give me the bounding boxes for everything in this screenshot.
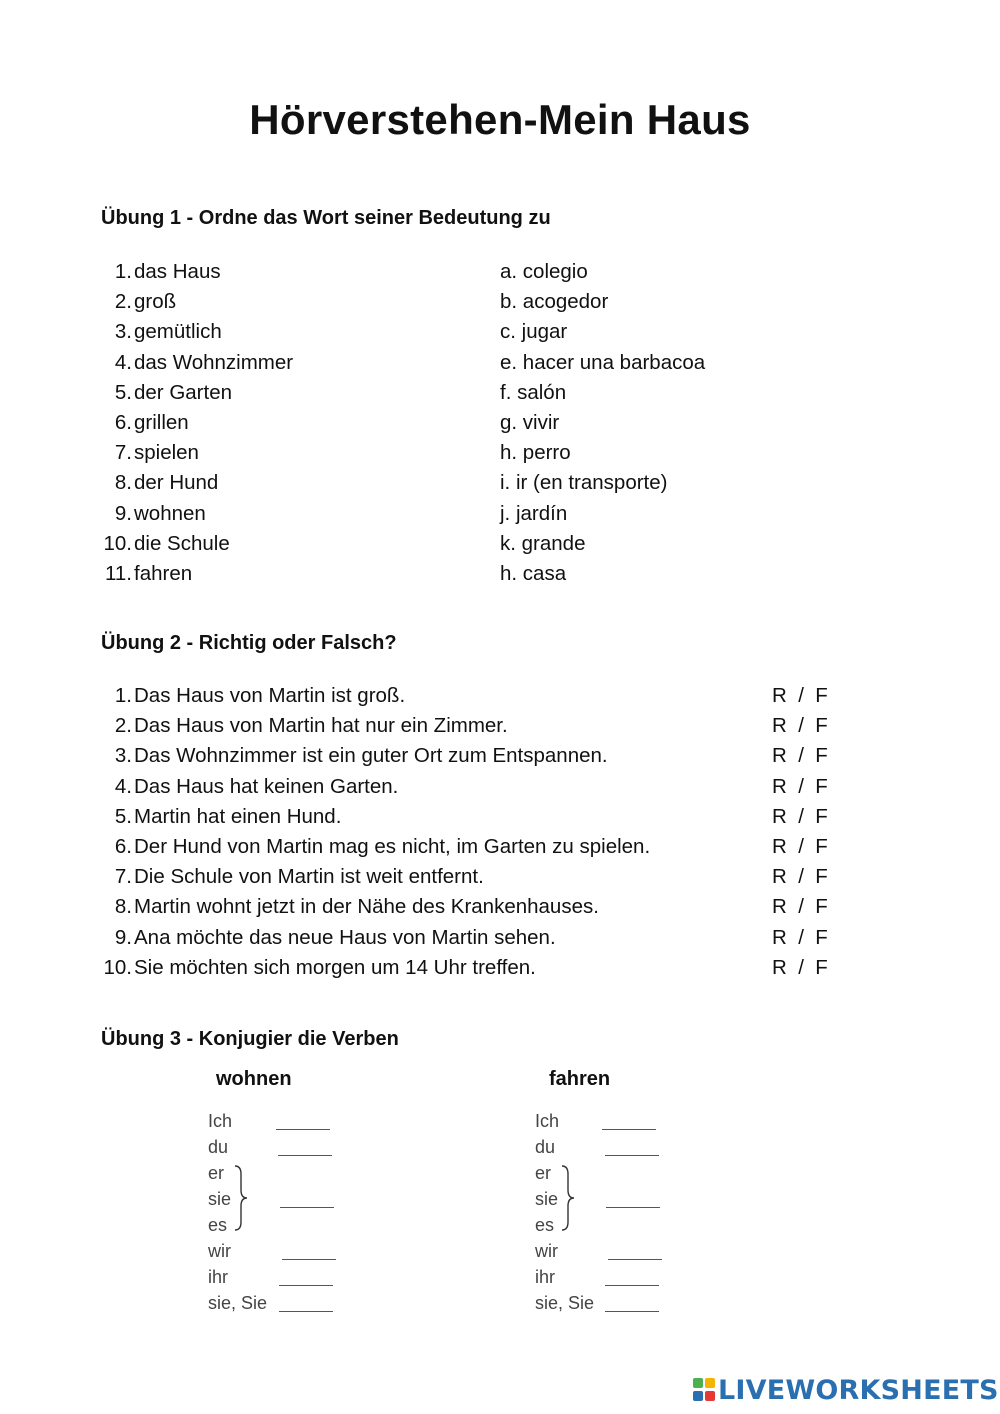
spanish-meaning: e. hacer una barbacoa (500, 350, 706, 374)
spanish-meaning: f. salón (500, 380, 567, 404)
answer-blank[interactable] (608, 1259, 662, 1260)
true-false-choice[interactable]: R / F (772, 895, 828, 919)
german-word: grillen (134, 411, 189, 434)
statement-text: Sie möchten sich morgen um 14 Uhr treffen. (134, 955, 536, 979)
pronoun-label: er (535, 1163, 552, 1183)
matching-row (100, 317, 900, 347)
true-false-row (100, 862, 860, 892)
german-word: der Garten (134, 380, 232, 404)
matching-row (100, 559, 900, 589)
pronoun-label: du (208, 1137, 229, 1157)
true-false-row (100, 802, 860, 832)
spanish-meaning: a. colegio (500, 260, 588, 283)
pronoun-label: es (208, 1215, 228, 1235)
true-false-row (100, 772, 860, 802)
matching-row (100, 348, 900, 378)
matching-row (100, 378, 900, 408)
liveworksheets-logo-icon (693, 1378, 715, 1402)
item-number: 11. (105, 562, 132, 585)
answer-blank[interactable] (282, 1259, 336, 1260)
item-number: 5. (114, 380, 132, 404)
true-false-choice[interactable]: R / F (772, 744, 828, 768)
pronoun-label: sie, Sie (208, 1293, 268, 1313)
statement-text: Martin wohnt jetzt in der Nähe des Krankenhauses. (134, 895, 599, 919)
true-false-row (100, 681, 860, 711)
german-word: die Schule (134, 531, 230, 555)
true-false-choice[interactable]: R / F (772, 714, 828, 738)
statement-text: Die Schule von Martin ist weit entfernt. (134, 865, 484, 889)
grouping-brace (233, 1164, 249, 1232)
statement-text: Das Wohnzimmer ist ein guter Ort zum Entspannen. (134, 744, 608, 768)
item-number: 6. (114, 411, 132, 434)
pronoun-label: sie (535, 1189, 559, 1209)
item-number: 8. (114, 471, 132, 495)
item-number: 7. (114, 865, 132, 889)
pronoun-label: es (535, 1215, 555, 1235)
pronoun-label: Ich (208, 1111, 233, 1131)
item-number: 10. (103, 531, 132, 555)
exercise-3-heading: Übung 3 - Konjugier die Verben (101, 1028, 399, 1050)
matching-row (100, 257, 900, 287)
pronoun-label: ihr (535, 1267, 556, 1287)
german-word: das Haus (134, 260, 221, 283)
statement-text: Ana möchte das neue Haus von Martin sehen. (134, 925, 556, 949)
exercise-2-heading: Übung 2 - Richtig oder Falsch? (101, 632, 397, 654)
german-word: spielen (134, 441, 199, 465)
item-number: 6. (114, 835, 132, 858)
item-number: 9. (114, 925, 132, 949)
true-false-row (100, 741, 860, 771)
true-false-choice[interactable]: R / F (772, 865, 828, 889)
answer-blank[interactable] (605, 1285, 659, 1286)
item-number: 3. (114, 744, 132, 768)
spanish-meaning: i. ir (en transporte) (500, 471, 668, 495)
item-number: 5. (114, 804, 132, 828)
item-number: 1. (114, 684, 132, 707)
pronoun-label: du (535, 1137, 556, 1157)
true-false-choice[interactable]: R / F (772, 925, 828, 949)
spanish-meaning: h. casa (500, 562, 567, 585)
pronoun-label: ihr (208, 1267, 229, 1287)
matching-row (100, 529, 900, 559)
spanish-meaning: h. perro (500, 441, 571, 465)
spanish-meaning: b. acogedor (500, 290, 609, 314)
liveworksheets-logo (693, 1372, 999, 1408)
grouping-brace (560, 1164, 576, 1232)
true-false-choice[interactable]: R / F (772, 684, 828, 707)
statement-text: Das Haus hat keinen Garten. (134, 774, 399, 798)
spanish-meaning: g. vivir (500, 411, 560, 434)
statement-text: Das Haus von Martin ist groß. (134, 684, 406, 707)
true-false-choice[interactable]: R / F (772, 835, 828, 858)
spanish-meaning: c. jugar (500, 320, 568, 344)
liveworksheets-logo-text: LIVEWORKSHEETS (718, 1374, 999, 1406)
answer-blank[interactable] (278, 1155, 332, 1156)
german-word: gemütlich (134, 320, 222, 344)
item-number: 9. (114, 501, 132, 525)
pronoun-label: sie (208, 1189, 232, 1209)
pronoun-label: er (208, 1163, 225, 1183)
matching-row (100, 287, 900, 317)
answer-blank[interactable] (280, 1207, 334, 1208)
pronoun-label: wir (208, 1241, 231, 1261)
german-word: groß (134, 290, 177, 314)
true-false-choice[interactable]: R / F (772, 774, 828, 798)
item-number: 4. (114, 350, 132, 374)
german-word: fahren (134, 562, 193, 585)
true-false-row (100, 892, 860, 922)
item-number: 8. (114, 895, 132, 919)
answer-blank[interactable] (606, 1207, 660, 1208)
true-false-row (100, 832, 860, 862)
matching-row (100, 438, 900, 468)
german-word: der Hund (134, 471, 219, 495)
pronoun-label: Ich (535, 1111, 560, 1131)
item-number: 10. (103, 955, 132, 979)
matching-row (100, 408, 900, 438)
pronoun-label: sie, Sie (535, 1293, 595, 1313)
true-false-choice[interactable]: R / F (772, 955, 828, 979)
statement-text: Martin hat einen Hund. (134, 804, 342, 828)
statement-text: Der Hund von Martin mag es nicht, im Garten zu spielen. (134, 835, 651, 858)
item-number: 7. (114, 441, 132, 465)
item-number: 3. (114, 320, 132, 344)
answer-blank[interactable] (605, 1155, 659, 1156)
german-word: wohnen (134, 501, 206, 525)
answer-blank[interactable] (279, 1311, 333, 1312)
true-false-row (100, 953, 860, 983)
matching-row (100, 499, 900, 529)
answer-blank[interactable] (602, 1129, 656, 1130)
verb-title-fahren: fahren (549, 1068, 611, 1090)
matching-row (100, 468, 900, 498)
spanish-meaning: k. grande (500, 531, 586, 555)
spanish-meaning: j. jardín (500, 501, 568, 525)
true-false-choice[interactable]: R / F (772, 804, 828, 828)
statement-text: Das Haus von Martin hat nur ein Zimmer. (134, 714, 508, 738)
worksheet-title: Hörverstehen-Mein Haus (249, 96, 751, 143)
true-false-row (100, 711, 860, 741)
item-number: 4. (114, 774, 132, 798)
answer-blank[interactable] (605, 1311, 659, 1312)
true-false-row (100, 923, 860, 953)
answer-blank[interactable] (279, 1285, 333, 1286)
pronoun-label: wir (535, 1241, 558, 1261)
exercise-1-heading: Übung 1 - Ordne das Wort seiner Bedeutung zu (101, 207, 551, 229)
item-number: 2. (114, 714, 132, 738)
item-number: 2. (114, 290, 132, 314)
answer-blank[interactable] (276, 1129, 330, 1130)
item-number: 1. (114, 260, 132, 283)
verb-title-wohnen: wohnen (216, 1068, 292, 1090)
german-word: das Wohnzimmer (134, 350, 294, 374)
